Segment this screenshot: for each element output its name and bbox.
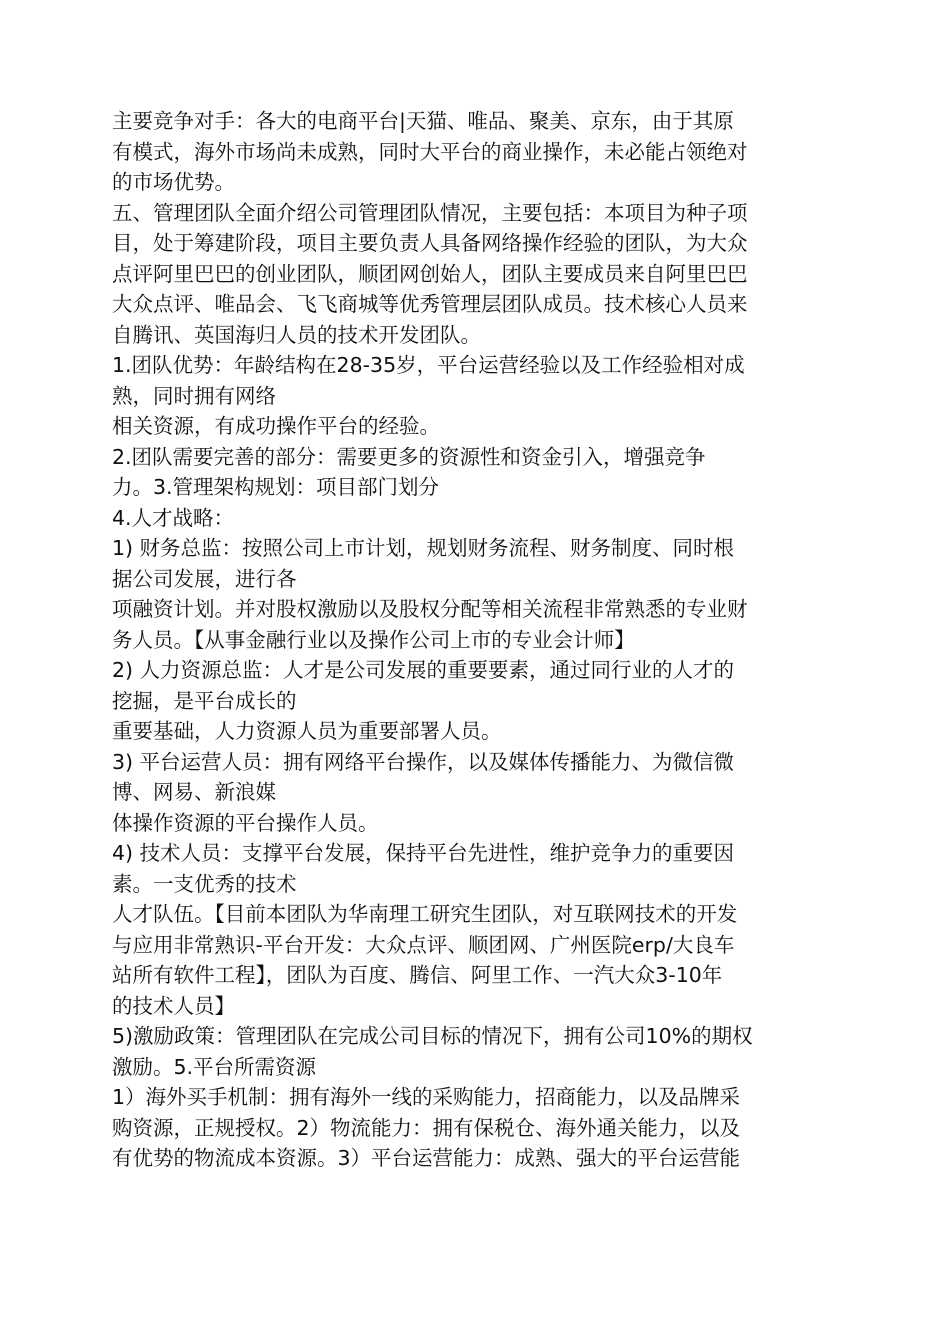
text-line: 大众点评、唯品会、飞飞商城等优秀管理层团队成员。技术核心人员来 (112, 292, 748, 316)
text-line: 五、管理团队全面介绍公司管理团队情况，主要包括：本项目为种子项 (112, 200, 748, 225)
text-line: 目，处于筹建阶段，项目主要负责人具备网络操作经验的团队，为大众 (112, 231, 748, 255)
text-line: 体操作资源的平台操作人员。 (112, 810, 379, 835)
text-line: 博、网易、新浪媒 (112, 780, 276, 804)
text-line: 挖掘，是平台成长的 (112, 688, 297, 713)
text-line: 2) 人力资源总监：人才是公司发展的重要要素，通过同行业的人才的 (112, 658, 735, 682)
text-line: 4) 技术人员：支撑平台发展，保持平台先进性，维护竞争力的重要因 (112, 841, 735, 865)
text-line: 1.团队优势：年龄结构在28-35岁，平台运营经验以及工作经验相对成 (112, 353, 745, 377)
text-line: 务人员。【从事金融行业以及操作公司上市的专业会计师】 (112, 627, 635, 652)
text-line: 的市场优势。 (112, 170, 235, 194)
text-line: 的技术人员】 (112, 993, 235, 1018)
text-line: 5)激励政策：管理团队在完成公司目标的情况下，拥有公司10%的期权 (112, 1024, 753, 1048)
text-line: 与应用非常熟识-平台开发：大众点评、顺团网、广州医院erp/大良车 (112, 932, 735, 957)
text-line: 有优势的物流成本资源。3）平台运营能力：成熟、强大的平台运营能 (112, 1146, 741, 1170)
text-line: 1）海外买手机制：拥有海外一线的采购能力，招商能力，以及品牌采 (112, 1085, 741, 1109)
text-line: 力。3.管理架构规划：项目部门划分 (112, 475, 440, 499)
text-line: 2.团队需要完善的部分：需要更多的资源性和资金引入，增强竞争 (112, 444, 706, 469)
text-line: 3) 平台运营人员：拥有网络平台操作，以及媒体传播能力、为微信微 (112, 749, 735, 774)
text-line: 站所有软件工程】，团队为百度、腾信、阿里工作、一汽大众3-10年 (112, 963, 723, 987)
text-line: 重要基础，人力资源人员为重要部署人员。 (112, 719, 502, 743)
text-line: 素。一支优秀的技术 (112, 871, 297, 896)
text-line: 熟，同时拥有网络 (112, 383, 276, 408)
text-line: 相关资源，有成功操作平台的经验。 (112, 414, 440, 438)
text-line: 购资源，正规授权。2）物流能力：拥有保税仓、海外通关能力，以及 (112, 1115, 741, 1140)
text-line: 有模式，海外市场尚未成熟，同时大平台的商业操作，未必能占领绝对 (112, 139, 748, 164)
text-line: 主要竞争对手：各大的电商平台|天猫、唯品、聚美、京东，由于其原 (112, 109, 734, 133)
text-line: 项融资计划。并对股权激励以及股权分配等相关流程非常熟悉的专业财 (112, 597, 748, 621)
text-line: 4.人才战略： (112, 505, 235, 530)
text-line: 点评阿里巴巴的创业团队，顺团网创始人，团队主要成员来自阿里巴巴 (112, 261, 748, 286)
document-body (112, 106, 842, 1174)
text-line: 自腾讯、英国海归人员的技术开发团队。 (112, 322, 481, 347)
text-line: 人才队伍。【目前本团队为华南理工研究生团队，对互联网技术的开发 (112, 902, 738, 926)
text-line: 激励。5.平台所需资源 (112, 1054, 317, 1079)
text-line: 1) 财务总监：按照公司上市计划，规划财务流程、财务制度、同时根 (112, 536, 735, 560)
text-line: 据公司发展，进行各 (112, 566, 297, 591)
